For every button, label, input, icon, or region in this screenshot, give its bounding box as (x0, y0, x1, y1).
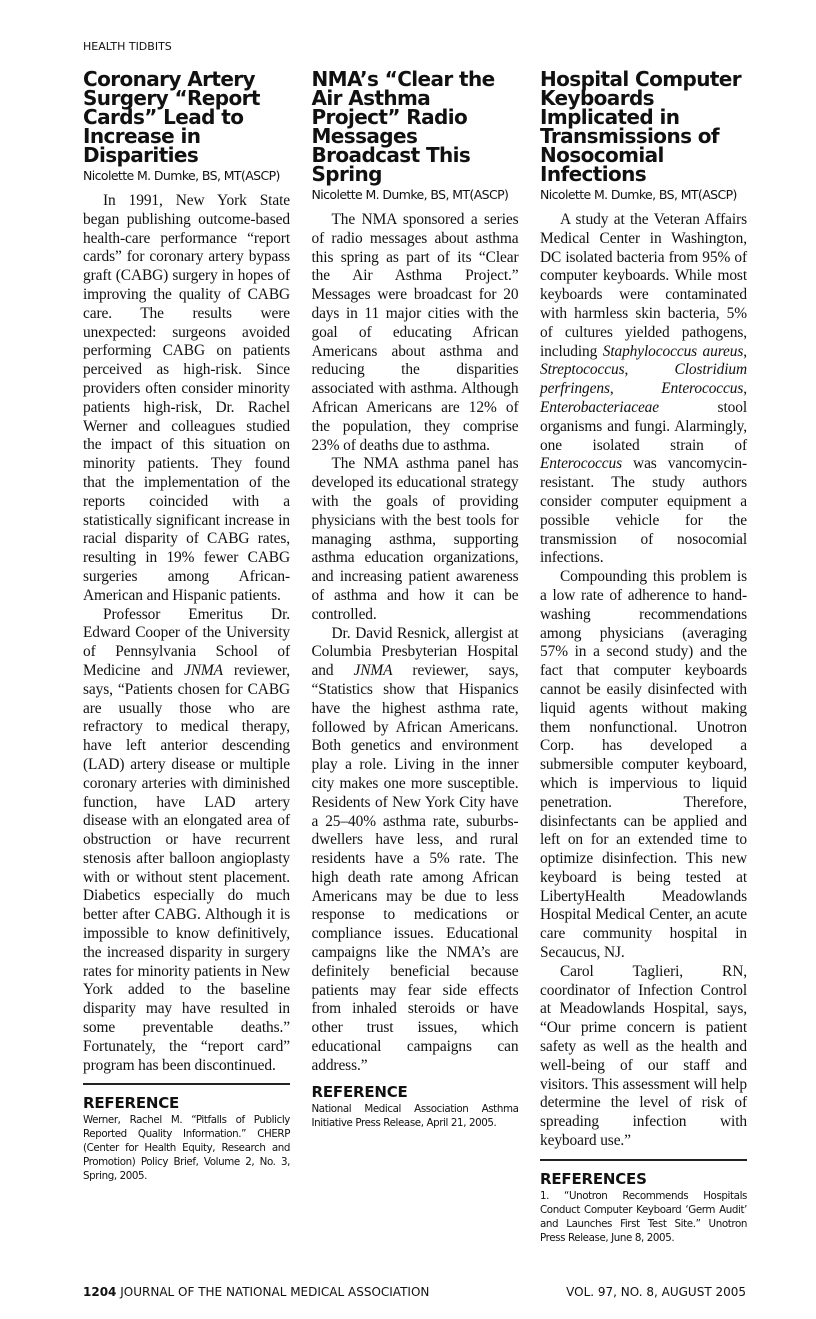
italic-term: JNMA (184, 661, 223, 679)
reference-block (83, 1095, 290, 1183)
article-title: Coronary Artery Surgery “Report Cards” Lead to Increase in Disparities (83, 67, 260, 167)
issue-info: VOL. 97, NO. 8, AUGUST 2005 (566, 1284, 746, 1299)
italic-term: JNMA (353, 662, 393, 680)
text-run: The NMA sponsored a series of radio messages about asthma this spring as part of its “Clear the Air Asthma Project.” Messages were broadcast for 20 days in 11 major cities with the goal of educating African Americans about asthma and reducing the disparities associated with asthma. Although African Americans are 12% of the population, they comprise 23% of deaths due to asthma. (311, 211, 519, 454)
footer-left (83, 1285, 429, 1299)
text-run: Compounding this problem is a low rate of adherence to hand-washing recommendations among physicians (averaging 57% in a second study) and the fact that computer keyboards cannot be easily disinfected with liquid agents without making them nonfunctional. Unotron Corp. has developed a submersible computer keyboard, which is impervious to liquid penetration. Therefore, disinfectants can be applied and left on for an extended time to optimize disinfection. This new keyboard is being tested at LibertyHealth Meadowlands Hospital Medical Center, an acute care community hospital in Secaucus, NJ. (540, 568, 747, 962)
reference-text: Werner, Rachel M. “Pitfalls of Publicly Reported Quality Information.” CHERP (Center for Health Equity, Research and Promotion) Policy Brief, Volume 2, No. 3, Spring, 2005. (83, 1114, 290, 1183)
text-run: stool organisms and fungi. Alarmingly, one isolated strain of (540, 398, 747, 454)
italic-term: Clostridium perfringens (540, 361, 747, 398)
italic-term: Enterobacteriaceae (540, 398, 659, 416)
journal-name: JOURNAL OF THE NATIONAL MEDICAL ASSOCIATION (120, 1284, 430, 1299)
reference-heading: REFERENCE (83, 1094, 180, 1113)
text-run: , (743, 380, 747, 398)
reference-text: National Medical Association Asthma Initiative Press Release, April 21, 2005. (311, 1102, 519, 1129)
reference-heading: REFERENCE (311, 1082, 408, 1101)
text-run: In 1991, New York State began publishing outcome-based health-care performance “report cards” for coronary artery bypass graft (CABG) surgery in hopes of improving the quality of CABG care. The results were unexpected: surgeons avoided performing CABG on patients perceived as high-risk. Since providers often consider minority patients high-risk, Dr. Rachel Werner and colleagues studied the impact of this situation on minority patients. They found that the implementation of the reports coincided with a statistically significant increase in racial disparity of CABG rates, resulting in 19% fewer CABG surgeries among African-American and Hispanic patients. (83, 192, 290, 604)
body-paragraph (540, 568, 747, 963)
article-body (83, 192, 290, 1075)
text-run: , (743, 342, 748, 360)
text-run: , (609, 380, 662, 398)
article-byline: Nicolette M. Dumke, BS, MT(ASCP) (83, 168, 280, 183)
body-paragraph (312, 211, 519, 455)
reference-text: 1. “Unotron Recommends Hospitals Conduct Computer Keyboard ‘Germ Audit’ and Launches First Test Site.” Unotron Press Release, June 8, 2005. (540, 1189, 747, 1244)
body-paragraph (540, 963, 747, 1151)
body-paragraph (83, 192, 290, 606)
reference-block (312, 1084, 519, 1130)
article-asthma-project (311, 67, 519, 1130)
text-run: reviewer, says, “Statistics show that Hispanics have the highest asthma rate, followed by African Americans. Both genetics and environment play a role. Living in the inner city makes one more susceptible. Residents of New York City have a 25–40% asthma rate, suburbs-dwellers have less, and rural residents have a 5% rate. The high death rate among African Americans may be due to less response to medications or compliance issues. Educational campaigns like the NMA’s are definitely beneficial because patients may fear side effects from inhaled steroids or have other trust issues, which educational campaigns can address.” (311, 662, 519, 1074)
divider-rule (83, 1083, 290, 1085)
section-label: HEALTH TIDBITS (83, 40, 172, 53)
body-paragraph (540, 211, 747, 568)
article-body (540, 211, 747, 1151)
article-columns (83, 67, 748, 1245)
article-report-cards (83, 67, 290, 1183)
spacer (312, 1076, 519, 1084)
text-run: , (624, 361, 675, 379)
text-run: Professor Emeritus Dr. Edward Cooper of the University of Pennsylvania School of Medicine and (83, 605, 290, 679)
reference-block (540, 1171, 747, 1245)
body-paragraph (83, 606, 290, 1076)
text-run: Dr. David Resnick, allergist at Columbia Presbyterian Hospital and (311, 624, 519, 680)
article-byline: Nicolette M. Dumke, BS, MT(ASCP) (540, 187, 737, 202)
italic-term: Enterococcus (540, 455, 622, 473)
body-paragraph (312, 455, 519, 624)
italic-term: Staphylococcus aureus (602, 342, 744, 360)
text-run: reviewer, says, “Patients chosen for CABG are usually those who are refractory to medical therapy, have left anterior descending (LAD) artery disease or multiple coronary arteries with diminished function, have LAD artery disease with an elongated area of obstruction or have recurrent stenosis after balloon angioplasty with or without stent placement. Diabetics especially do much better after CABG. Although it is impossible to know definitively, the increased disparity in surgery rates for minority patients in New York added to the baseline disparity may have resulted in some preventable deaths.” Fortunately, the “report card” program has been discontinued. (83, 661, 290, 1074)
text-run: was vancomycin-resistant. The study authors consider computer equipment a possible vehicle for the transmission of nosocomial infections. (540, 455, 747, 567)
article-title: NMA’s “Clear the Air Asthma Project” Radio Messages Broadcast This Spring (311, 67, 495, 186)
text-run: Carol Taglieri, RN, coordinator of Infection Control at Meadowlands Hospital, says, “Our prime concern is patient safety as well as the health and well-being of our staff and visitors. This assessment will help determine the level of risk of spreading infection with keyboard use.” (540, 962, 747, 1150)
footer (83, 1285, 746, 1299)
text-run: The NMA asthma panel has developed its educational strategy with the goals of providing physicians with the best tools for managing asthma, supporting asthma education organizations, and increasing patient awareness of asthma and how it can be controlled. (311, 455, 519, 623)
italic-term: Enterococcus (661, 380, 744, 398)
article-body (312, 211, 519, 1076)
divider-rule (540, 1159, 747, 1161)
article-title: Hospital Computer Keyboards Implicated in Transmissions of Nosocomial Infections (540, 67, 742, 186)
text-run: A study at the Veteran Affairs Medical Center in Washington, DC isolated bacteria from 95% of computer keyboards. While most keyboards were contaminated with harmless skin bacteria, 5% of cultures yielded pathogens, including (540, 211, 747, 360)
body-paragraph (312, 625, 519, 1076)
reference-heading: REFERENCES (540, 1169, 647, 1188)
article-keyboards (540, 67, 748, 1245)
article-byline: Nicolette M. Dumke, BS, MT(ASCP) (311, 187, 509, 202)
page-number: 1204 (83, 1284, 117, 1299)
italic-term: Streptococcus (540, 361, 625, 379)
